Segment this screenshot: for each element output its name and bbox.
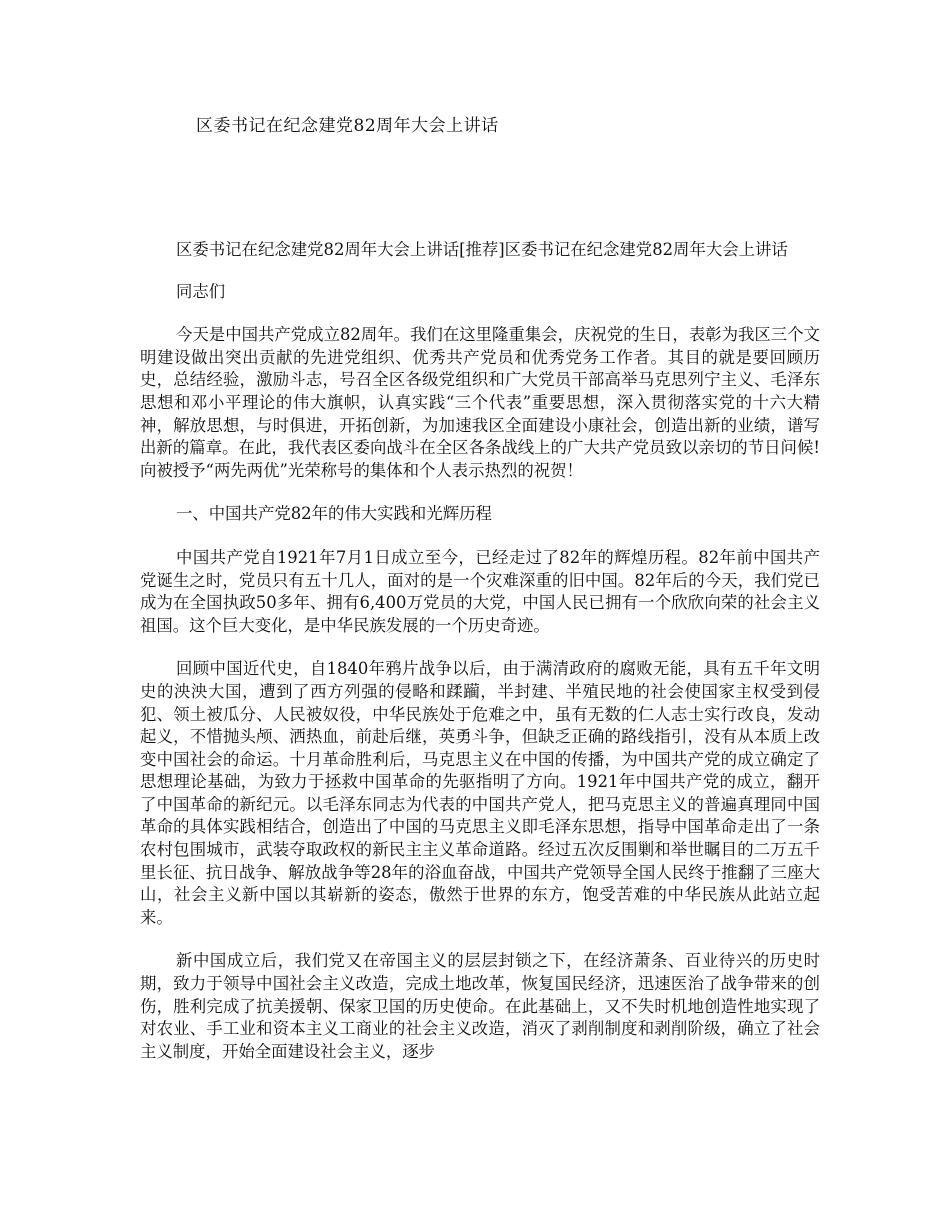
body-paragraph: 今天是中国共产党成立82周年。我们在这里隆重集会，庆祝党的生日，表彰为我区三个文明建设做出突出贡献的先进党组织、优秀共产党员和优秀党务工作者。其目的就是要回顾历史，总结经验，激励斗志，号召全区各级党组织和广大党员干部高举马克思列宁主义、毛泽东思想和邓小平理论的伟大旗帜，认真实践“三个代表”重要思想，深入贯彻落实党的十六大精神，解放思想，与时俱进，开拓创新，为加速我区全面建设小康社会，创造出新的业绩，谱写出新的篇章。在此，我代表区委向战斗在全区各条战线上的广大共产党员致以亲切的节日问候!向被授予“两先两优”光荣称号的集体和个人表示热烈的祝贺！ xyxy=(140,325,820,480)
body-paragraph: 中国共产党自1921年7月1日成立至今，已经走过了82年的辉煌历程。82年前中国共产党诞生之时，党员只有五十几人，面对的是一个灾难深重的旧中国。82年后的今天，我们党已成为在全国执政50多年、拥有6,400万党员的大党，中国人民已拥有一个欣欣向荣的社会主义祖国。这个巨大变化，是中华民族发展的一个历史奇迹。 xyxy=(140,547,820,635)
document-subtitle: 区委书记在纪念建党82周年大会上讲话[推荐]区委书记在纪念建党82周年大会上讲话 xyxy=(176,240,788,259)
salutation: 同志们 xyxy=(176,281,226,301)
body-paragraph: 新中国成立后，我们党又在帝国主义的层层封锁之下，在经济萧条、百业待兴的历史时期，致力于领导中国社会主义改造，完成土地改革，恢复国民经济，迅速医治了战争带来的创伤，胜利完成了抗美援朝、保家卫国的历史使命。在此基础上，又不失时机地创造性地实现了对农业、手工业和资本主义工商业的社会主义改造，消灭了剥削制度和剥削阶级，确立了社会主义制度，开始全面建设社会主义，逐步 xyxy=(140,951,820,1061)
document-body xyxy=(140,239,820,1084)
section-heading: 一、中国共产党82年的伟大实践和光辉历程 xyxy=(176,504,492,524)
body-paragraph: 回顾中国近代史，自1840年鸦片战争以后，由于满清政府的腐败无能，具有五千年文明史的泱泱大国，遭到了西方列强的侵略和蹂躏，半封建、半殖民地的社会使国家主权受到侵犯、领土被瓜分、人民被奴役，中华民族处于危难之中，虽有无数的仁人志士实行改良，发动起义，不惜抛头颅、洒热血，前赴后继，英勇斗争，但缺乏正确的路线指引，没有从本质上改变中国社会的命运。十月革命胜利后，马克思主义在中国的传播，为中国共产党的成立确定了思想理论基础，为致力于拯救中国革命的先驱指明了方向。1921年中国共产党的成立，翻开了中国革命的新纪元。以毛泽东同志为代表的中国共产党人，把马克思主义的普遍真理同中国革命的具体实践相结合，创造出了中国的马克思主义即毛泽东思想，指导中国革命走出了一条农村包围城市，武装夺取政权的新民主主义革命道路。经过五次反围剿和举世瞩目的二万五千里长征、抗日战争、解放战争等28年的浴血奋战，中国共产党领导全国人民终于推翻了三座大山，社会主义新中国以其崭新的姿态，傲然于世界的东方，饱受苦难的中华民族从此站立起来。 xyxy=(140,659,820,927)
document-title: 区委书记在纪念建党82周年大会上讲话 xyxy=(196,116,499,136)
